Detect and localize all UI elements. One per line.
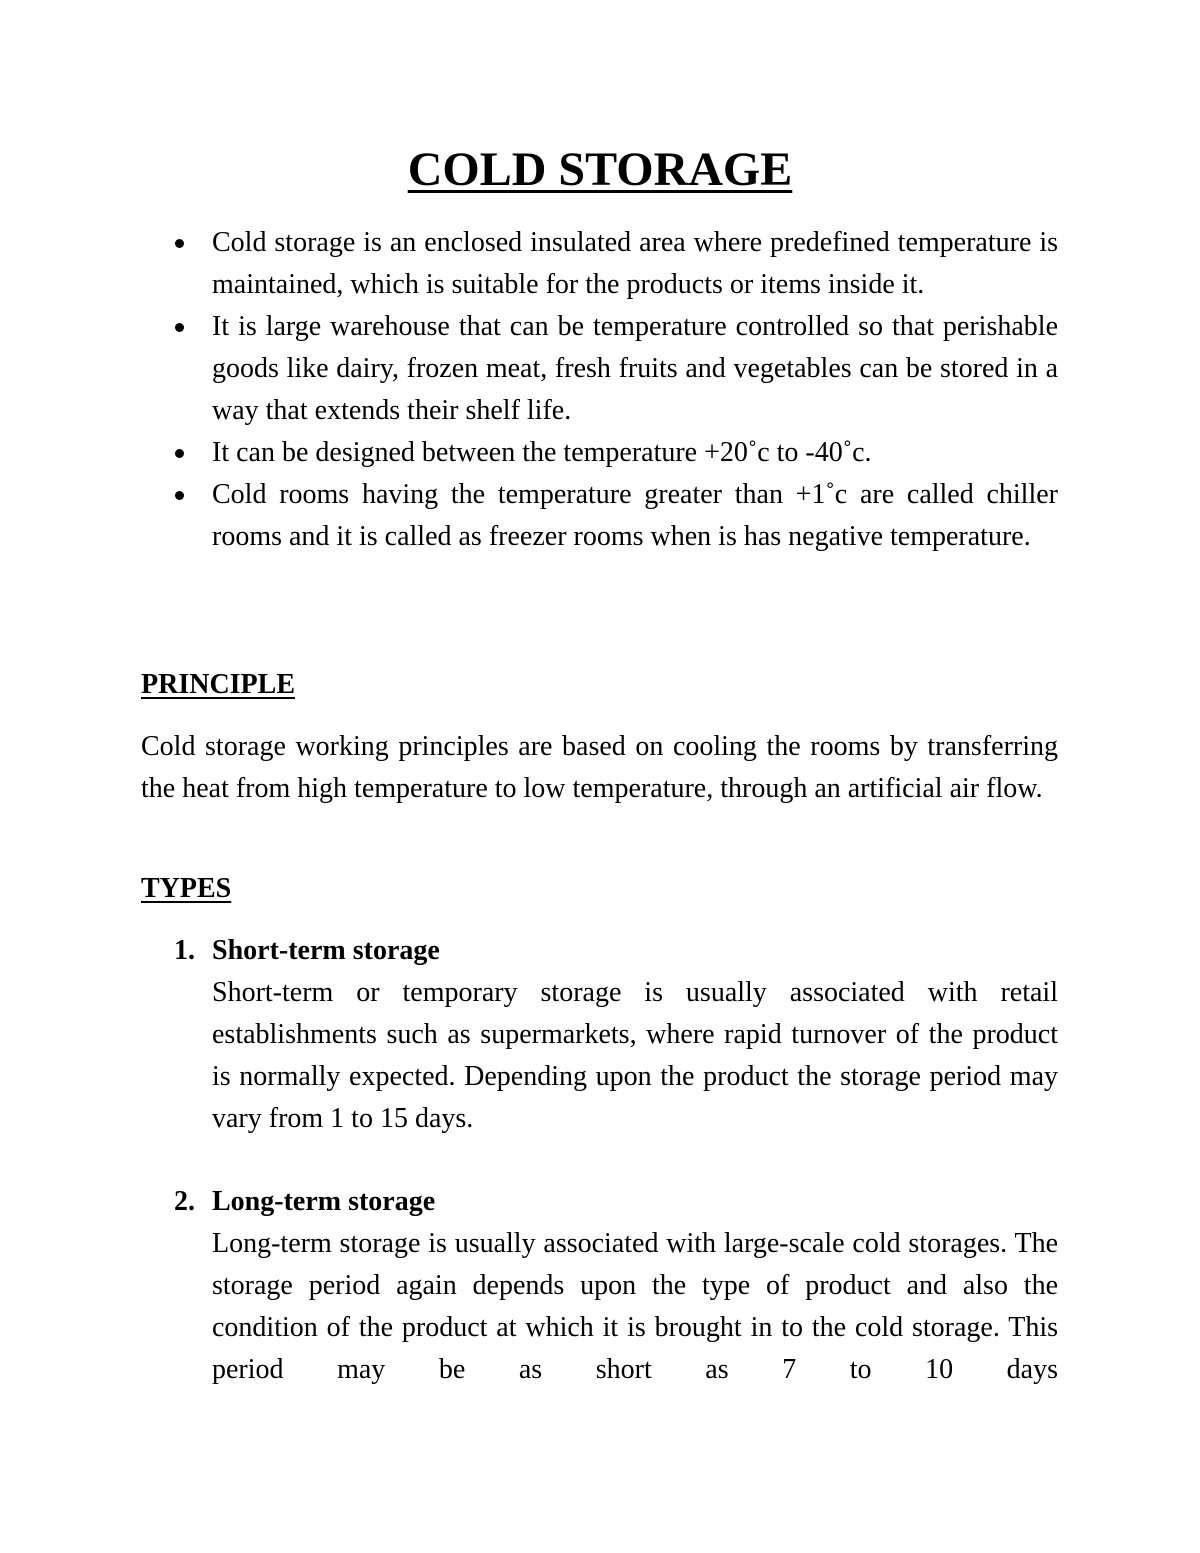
- bullet-dot-icon: [175, 239, 184, 248]
- bullet-text: Cold rooms having the temperature greater than +1˚c are called chiller rooms and it is called as freezer rooms when is has negative temperature.: [212, 479, 1058, 552]
- bullet-item: [212, 222, 1058, 306]
- bullet-item: [212, 432, 1058, 474]
- type-number: 1.: [174, 935, 195, 966]
- bullet-dot-icon: [175, 323, 184, 332]
- bullet-item: [212, 474, 1058, 558]
- principle-heading: PRINCIPLE: [141, 669, 296, 700]
- type-item-long-term: [174, 1181, 1058, 1391]
- bullet-text: It is large warehouse that can be temperature controlled so that perishable goods like dairy, frozen meat, fresh fruits and vegetables can be stored in a way that extends their shelf life.: [212, 311, 1058, 426]
- type-title: Short-term storage: [212, 935, 440, 966]
- bullet-item: [212, 306, 1058, 432]
- intro-bullet-list: [212, 222, 1058, 558]
- type-description: Long-term storage is usually associated with large-scale cold storages. The storage period again depends upon the type of product and also the condition of the product at which it is brought in to the cold storage. This period may be as short as 7 to 10 days: [212, 1228, 1058, 1385]
- type-item-short-term: [174, 930, 1058, 1140]
- bullet-dot-icon: [175, 449, 184, 458]
- type-description: Short-term or temporary storage is usually associated with retail establishments such as supermarkets, where rapid turnover of the product is normally expected. Depending upon the product the storage period may vary from 1 to 15 days.: [212, 977, 1058, 1134]
- types-heading: TYPES: [141, 873, 232, 904]
- bullet-dot-icon: [175, 491, 184, 500]
- types-list: [174, 930, 1058, 1432]
- type-title: Long-term storage: [212, 1186, 436, 1217]
- document-title: COLD STORAGE: [407, 143, 793, 196]
- type-number: 2.: [174, 1186, 195, 1217]
- bullet-text: It can be designed between the temperature +20˚c to -40˚c.: [212, 437, 872, 468]
- principle-paragraph: Cold storage working principles are based on cooling the rooms by transferring the heat from high temperature to low temperature, through an artificial air flow.: [141, 731, 1058, 804]
- bullet-text: Cold storage is an enclosed insulated area where predefined temperature is maintained, which is suitable for the products or items inside it.: [212, 227, 1058, 300]
